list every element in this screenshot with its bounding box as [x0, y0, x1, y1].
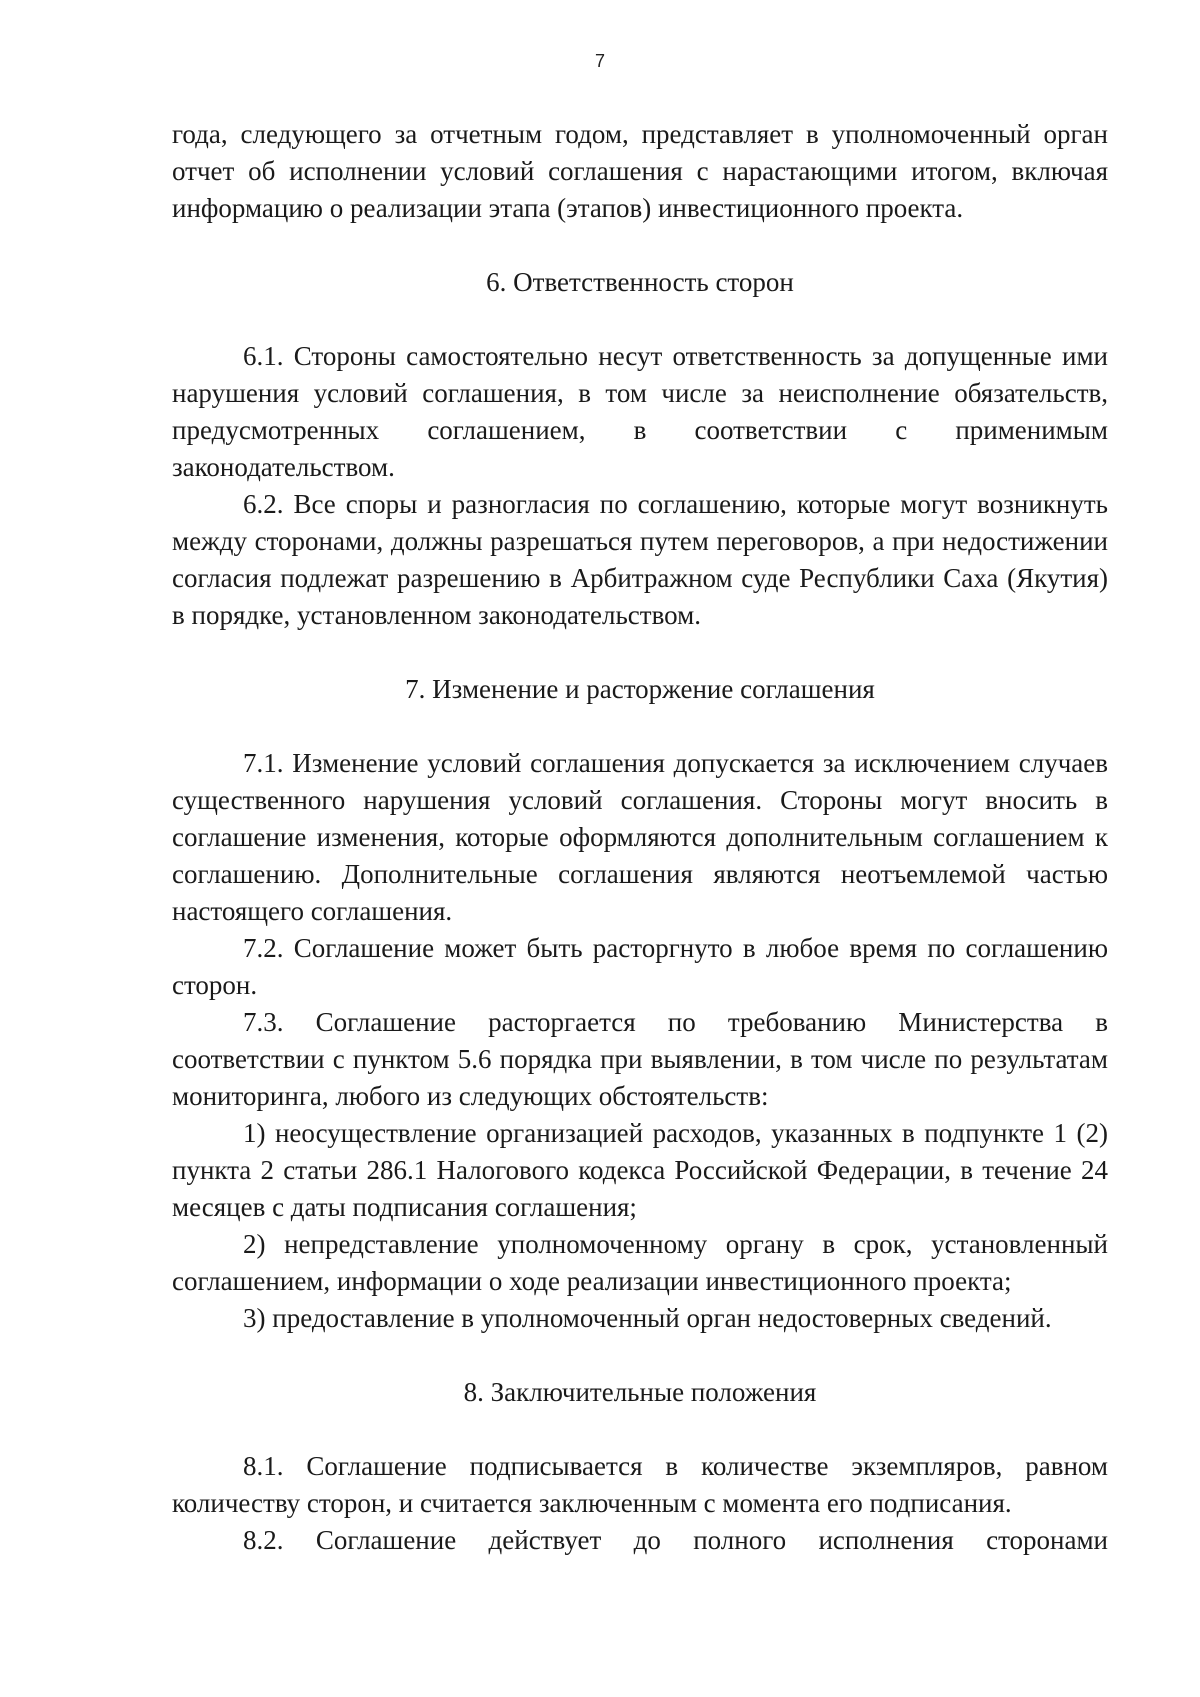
paragraph: 6.2. Все споры и разногласия по соглашению, которые могут возникнуть между сторонами, должны разрешаться путем переговоров, а при недостижении согласия подлежат разрешению в Арбитражном суде Республики Саха (Якутия) в порядке, установленном законодательством.	[172, 489, 1108, 630]
paragraph: 7.2. Соглашение может быть расторгнуто в любое время по соглашению сторон.	[172, 933, 1108, 1000]
paragraph: 7.1. Изменение условий соглашения допускается за исключением случаев существенного нарушения условий соглашения. Стороны могут вносить в соглашение изменения, которые оформляются дополнительным соглашением к соглашению. Дополнительные соглашения являются неотъемлемой частью настоящего соглашения.	[172, 748, 1108, 926]
section-heading: 6. Ответственность сторон	[486, 267, 794, 297]
paragraph: 2) непредставление уполномоченному органу в срок, установленный соглашением, информации о ходе реализации инвестиционного проекта;	[172, 1229, 1108, 1296]
paragraph: 3) предоставление в уполномоченный орган недостоверных сведений.	[243, 1303, 1052, 1333]
section-heading: 7. Изменение и расторжение соглашения	[405, 674, 875, 704]
spacer	[172, 708, 1108, 745]
spacer	[172, 301, 1108, 338]
spacer	[172, 634, 1108, 671]
paragraph: 8.2. Соглашение действует до полного исполнения сторонами	[243, 1525, 1108, 1555]
paragraph: 8.1. Соглашение подписывается в количестве экземпляров, равном количеству сторон, и считается заключенным с момента его подписания.	[172, 1451, 1108, 1518]
spacer	[172, 227, 1108, 264]
spacer	[172, 1337, 1108, 1374]
paragraph: 1) неосуществление организацией расходов, указанных в подпункте 1 (2) пункта 2 статьи 286.1 Налогового кодекса Российской Федерации, в течение 24 месяцев с даты подписания соглашения;	[172, 1118, 1108, 1222]
section-heading: 8. Заключительные положения	[463, 1377, 817, 1407]
document-body	[172, 116, 1108, 1559]
spacer	[172, 1411, 1108, 1448]
page-number: 7	[594, 51, 605, 71]
paragraph: 7.3. Соглашение расторгается по требованию Министерства в соответствии с пунктом 5.6 порядка при выявлении, в том числе по результатам мониторинга, любого из следующих обстоятельств:	[172, 1007, 1108, 1111]
paragraph: года, следующего за отчетным годом, представляет в уполномоченный орган отчет об исполнении условий соглашения с нарастающими итогом, включая информацию о реализации этапа (этапов) инвестиционного проекта.	[172, 119, 1108, 223]
paragraph: 6.1. Стороны самостоятельно несут ответственность за допущенные ими нарушения условий соглашения, в том числе за неисполнение обязательств, предусмотренных соглашением, в соответствии с применимым законодательством.	[172, 341, 1108, 482]
